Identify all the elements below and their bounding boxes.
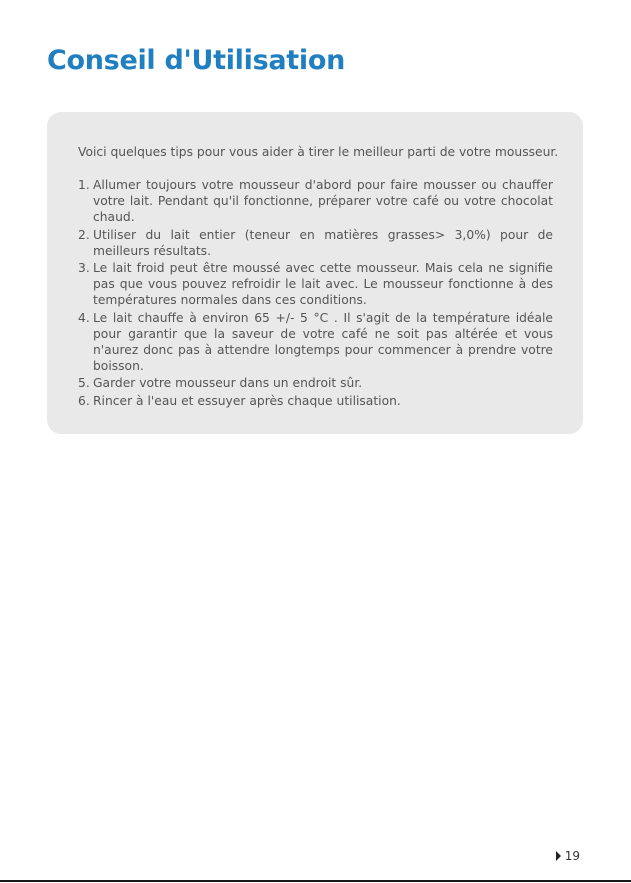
tip-item-6 bbox=[78, 393, 553, 409]
tip-text: Rincer à l'eau et essuyer après chaque utilisation. bbox=[93, 393, 401, 408]
tip-item-2 bbox=[78, 227, 553, 259]
tip-number: 3. bbox=[78, 261, 90, 275]
tip-item-1 bbox=[78, 177, 553, 225]
tip-number: 6. bbox=[78, 393, 90, 408]
tip-number: 5. bbox=[78, 376, 90, 390]
page-title: Conseil d'Utilisation bbox=[47, 45, 345, 76]
bottom-divider bbox=[0, 880, 631, 882]
tip-number: 1. bbox=[78, 178, 90, 192]
page-footer bbox=[556, 849, 580, 863]
tip-text: Allumer toujours votre mousseur d'abord pour faire mousser ou chauffer votre lait. Pendant qu'il fonctionne, préparer votre café ou votre chocolat chaud. bbox=[93, 178, 553, 224]
triangle-right-icon bbox=[556, 851, 561, 861]
tip-text: Utiliser du lait entier (teneur en matières grasses> 3,0%) pour de meilleurs résultats. bbox=[93, 227, 553, 258]
tip-number: 2. bbox=[78, 227, 90, 242]
tip-item-5 bbox=[78, 375, 553, 391]
page-number: 19 bbox=[564, 849, 580, 863]
tip-text: Garder votre mousseur dans un endroit sûr. bbox=[93, 376, 363, 390]
tips-intro: Voici quelques tips pour vous aider à tirer le meilleur parti de votre mousseur. bbox=[78, 145, 559, 159]
tip-item-4 bbox=[78, 310, 553, 374]
tip-text: Le lait froid peut être moussé avec cette mousseur. Mais cela ne signifie pas que vous pouvez refroidir le lait avec. Le mousseur fonctionne à des températures normales dans ces conditions. bbox=[93, 261, 553, 307]
tip-text: Le lait chauffe à environ 65 +/- 5 °C . Il s'agit de la température idéale pour garantir que la saveur de votre café ne soit pas altérée et vous n'aurez donc pas à attendre longtemps pour commencer à prendre votre boisson. bbox=[93, 310, 553, 373]
tips-box bbox=[47, 112, 583, 434]
tip-item-3 bbox=[78, 260, 553, 308]
tip-number: 4. bbox=[78, 310, 90, 325]
tips-list bbox=[78, 177, 553, 409]
